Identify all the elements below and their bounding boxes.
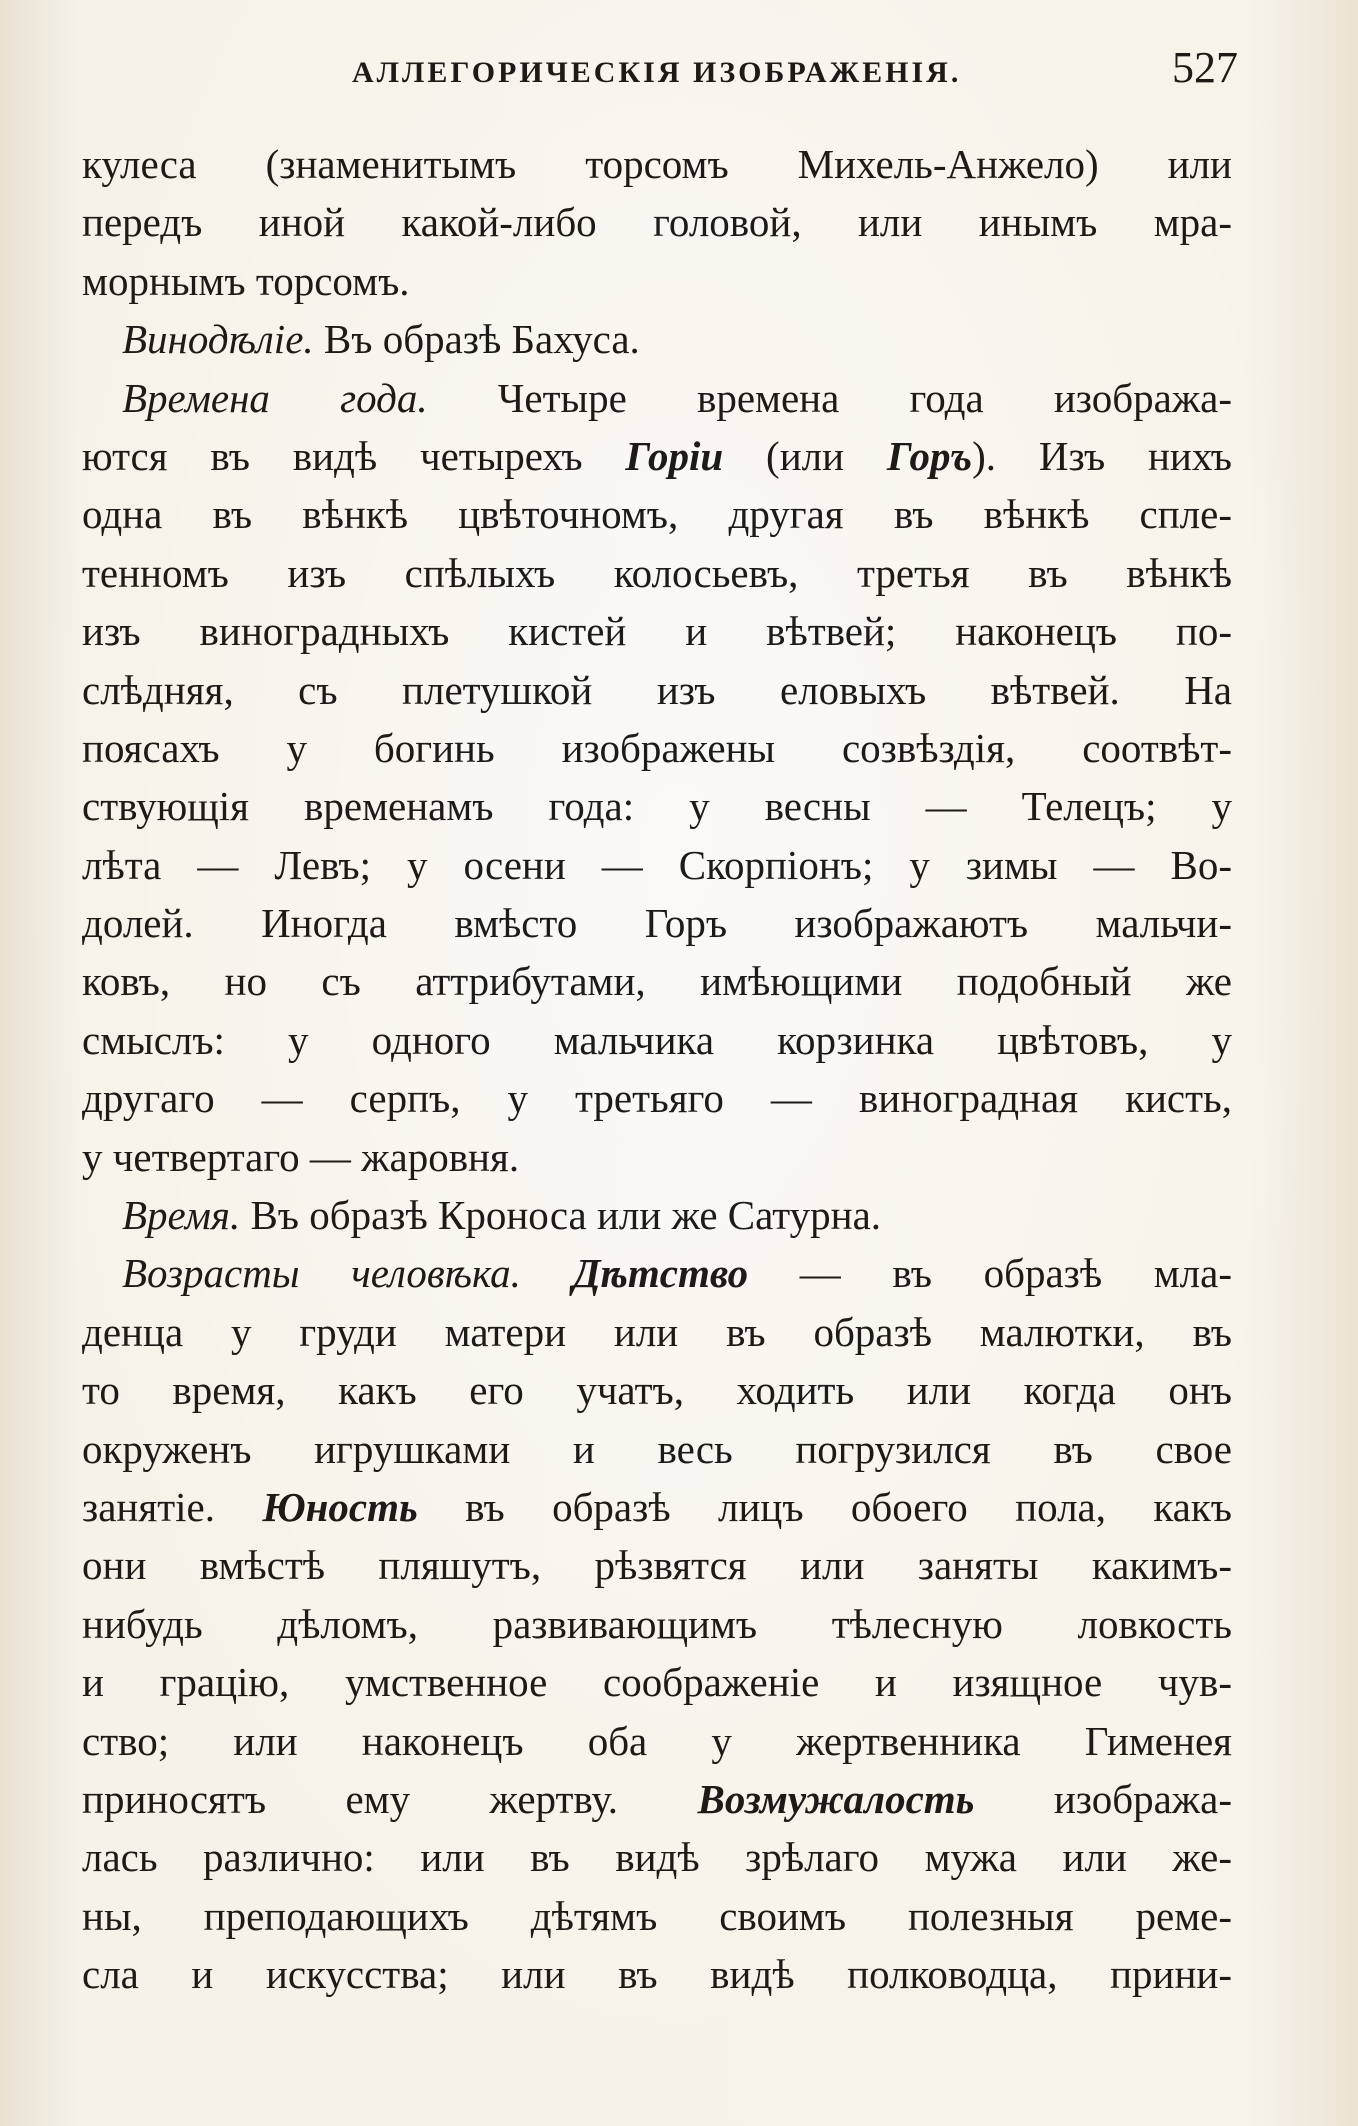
text-run: лѣта — Левъ; у осени — Скорпіонъ; у зимы — Во- [82,841,1232,888]
page-number: 527 [1172,43,1238,92]
text-run: Въ образѣ Бахуса. [313,316,640,363]
running-title: АЛЛЕГОРИЧЕСКІЯ ИЗОБРАЖЕНІЯ. [352,56,962,89]
text-line [82,1595,1232,1653]
running-head [82,38,1238,102]
text-line [82,1712,1232,1770]
text-run: Въ образѣ Кроноса или же Сатурна. [240,1192,882,1239]
text-line [82,602,1232,660]
text-run: они вмѣстѣ пляшутъ, рѣзвятся или заняты какимъ- [82,1542,1232,1589]
text-line [82,485,1232,543]
italic-term: Горіи [625,432,724,479]
italic-term: Возмужалость [697,1775,975,1822]
text-run: одна въ вѣнкѣ цвѣточномъ, другая въ вѣнкѣ спле- [82,491,1232,538]
text-run: кулеса (знаменитымъ торсомъ Михель-Анжело) или [82,141,1232,187]
text-run: — въ образѣ мла- [748,1250,1232,1297]
text-line [82,369,1232,427]
text-line [82,1128,1232,1186]
text-run: ются въ видѣ четырехъ [82,432,626,479]
text-line [82,1478,1232,1536]
text-line [82,836,1232,894]
text-run: тенномъ изъ спѣлыхъ колосьевъ, третья въ вѣнкѣ [82,549,1232,596]
text-line [82,1420,1232,1478]
text-line [82,1069,1232,1127]
italic-term: Винодѣліе. [122,316,314,363]
text-line [82,1186,1232,1244]
text-line [82,427,1232,485]
text-run: смыслъ: у одного мальчика корзинка цвѣтовъ, у [82,1016,1232,1063]
text-line [82,1828,1232,1886]
italic-term: Время. [122,1192,241,1239]
text-run: другаго — серпъ, у третьяго — виноградная кисть, [82,1075,1232,1122]
text-line [82,135,1232,193]
text-line [82,1244,1232,1302]
text-line [82,894,1232,952]
text-line [82,952,1232,1010]
text-line [82,1361,1232,1419]
text-run: передъ иной какой-либо головой, или инымъ мра- [82,199,1232,246]
text-run: изъ виноградныхъ кистей и вѣтвей; наконецъ по- [82,608,1232,655]
text-line [82,193,1232,251]
text-run: и грацію, умственное соображеніе и изящное чув- [82,1659,1232,1706]
text-line [82,1770,1232,1828]
text-line [82,252,1232,310]
italic-term: Горъ [886,432,973,479]
italic-term: Возрасты человѣка. [122,1250,521,1297]
text-run: то время, какъ его учатъ, ходить или когда онъ [82,1367,1232,1414]
text-line [82,1945,1232,2003]
text-run: лась различно: или въ видѣ зрѣлаго мужа или же- [82,1834,1232,1881]
text-run: въ образѣ лицъ обоего пола, какъ [417,1483,1232,1530]
text-run: ковъ, но съ аттрибутами, имѣющими подобный же [82,958,1232,1005]
text-line [82,777,1232,835]
text-run: окруженъ игрушками и весь погрузился въ свое [82,1425,1232,1472]
text-line [82,544,1232,602]
text-run: долей. Иногда вмѣсто Горъ изображаютъ мальчи- [82,900,1232,947]
text-run: ство; или наконецъ оба у жертвенника Гименея [82,1717,1232,1764]
text-run: слѣдняя, съ плетушкой изъ еловыхъ вѣтвей. На [82,666,1232,713]
text-run: приносятъ ему жертву. [82,1775,698,1822]
text-line [82,661,1232,719]
italic-term: Дѣтство [572,1250,749,1297]
text-run: у четвертаго — жаровня. [82,1133,520,1180]
text-run: нибудь дѣломъ, развивающимъ тѣлесную ловкость [82,1600,1232,1647]
text-line [82,1536,1232,1594]
text-run: поясахъ у богинь изображены созвѣздія, соотвѣт- [82,724,1232,771]
text-run: ). Изъ нихъ [972,432,1232,479]
text-line [82,1887,1232,1945]
text-run: денца у груди матери или въ образѣ малютки, въ [82,1308,1232,1355]
text-run: занятіе. [82,1483,263,1530]
text-run: ны, преподающихъ дѣтямъ своимъ полезныя реме- [82,1892,1232,1939]
text-run: (или [723,432,887,479]
body-text [82,135,1232,2004]
text-run: изобража- [974,1775,1232,1822]
text-line [82,1303,1232,1361]
text-line [82,1011,1232,1069]
text-run [521,1250,573,1296]
text-run: ствующія временамъ года: у весны — Телецъ; у [82,783,1232,830]
text-line [82,719,1232,777]
italic-term: Времена года. [122,374,428,421]
text-line [82,310,1232,368]
text-run: морнымъ торсомъ. [82,257,410,304]
text-run: Четыре времена года изобража- [427,374,1233,421]
italic-term: Юность [262,1483,418,1530]
text-line [82,1653,1232,1711]
text-run: сла и искусства; или въ видѣ полководца, прини- [82,1951,1232,1998]
